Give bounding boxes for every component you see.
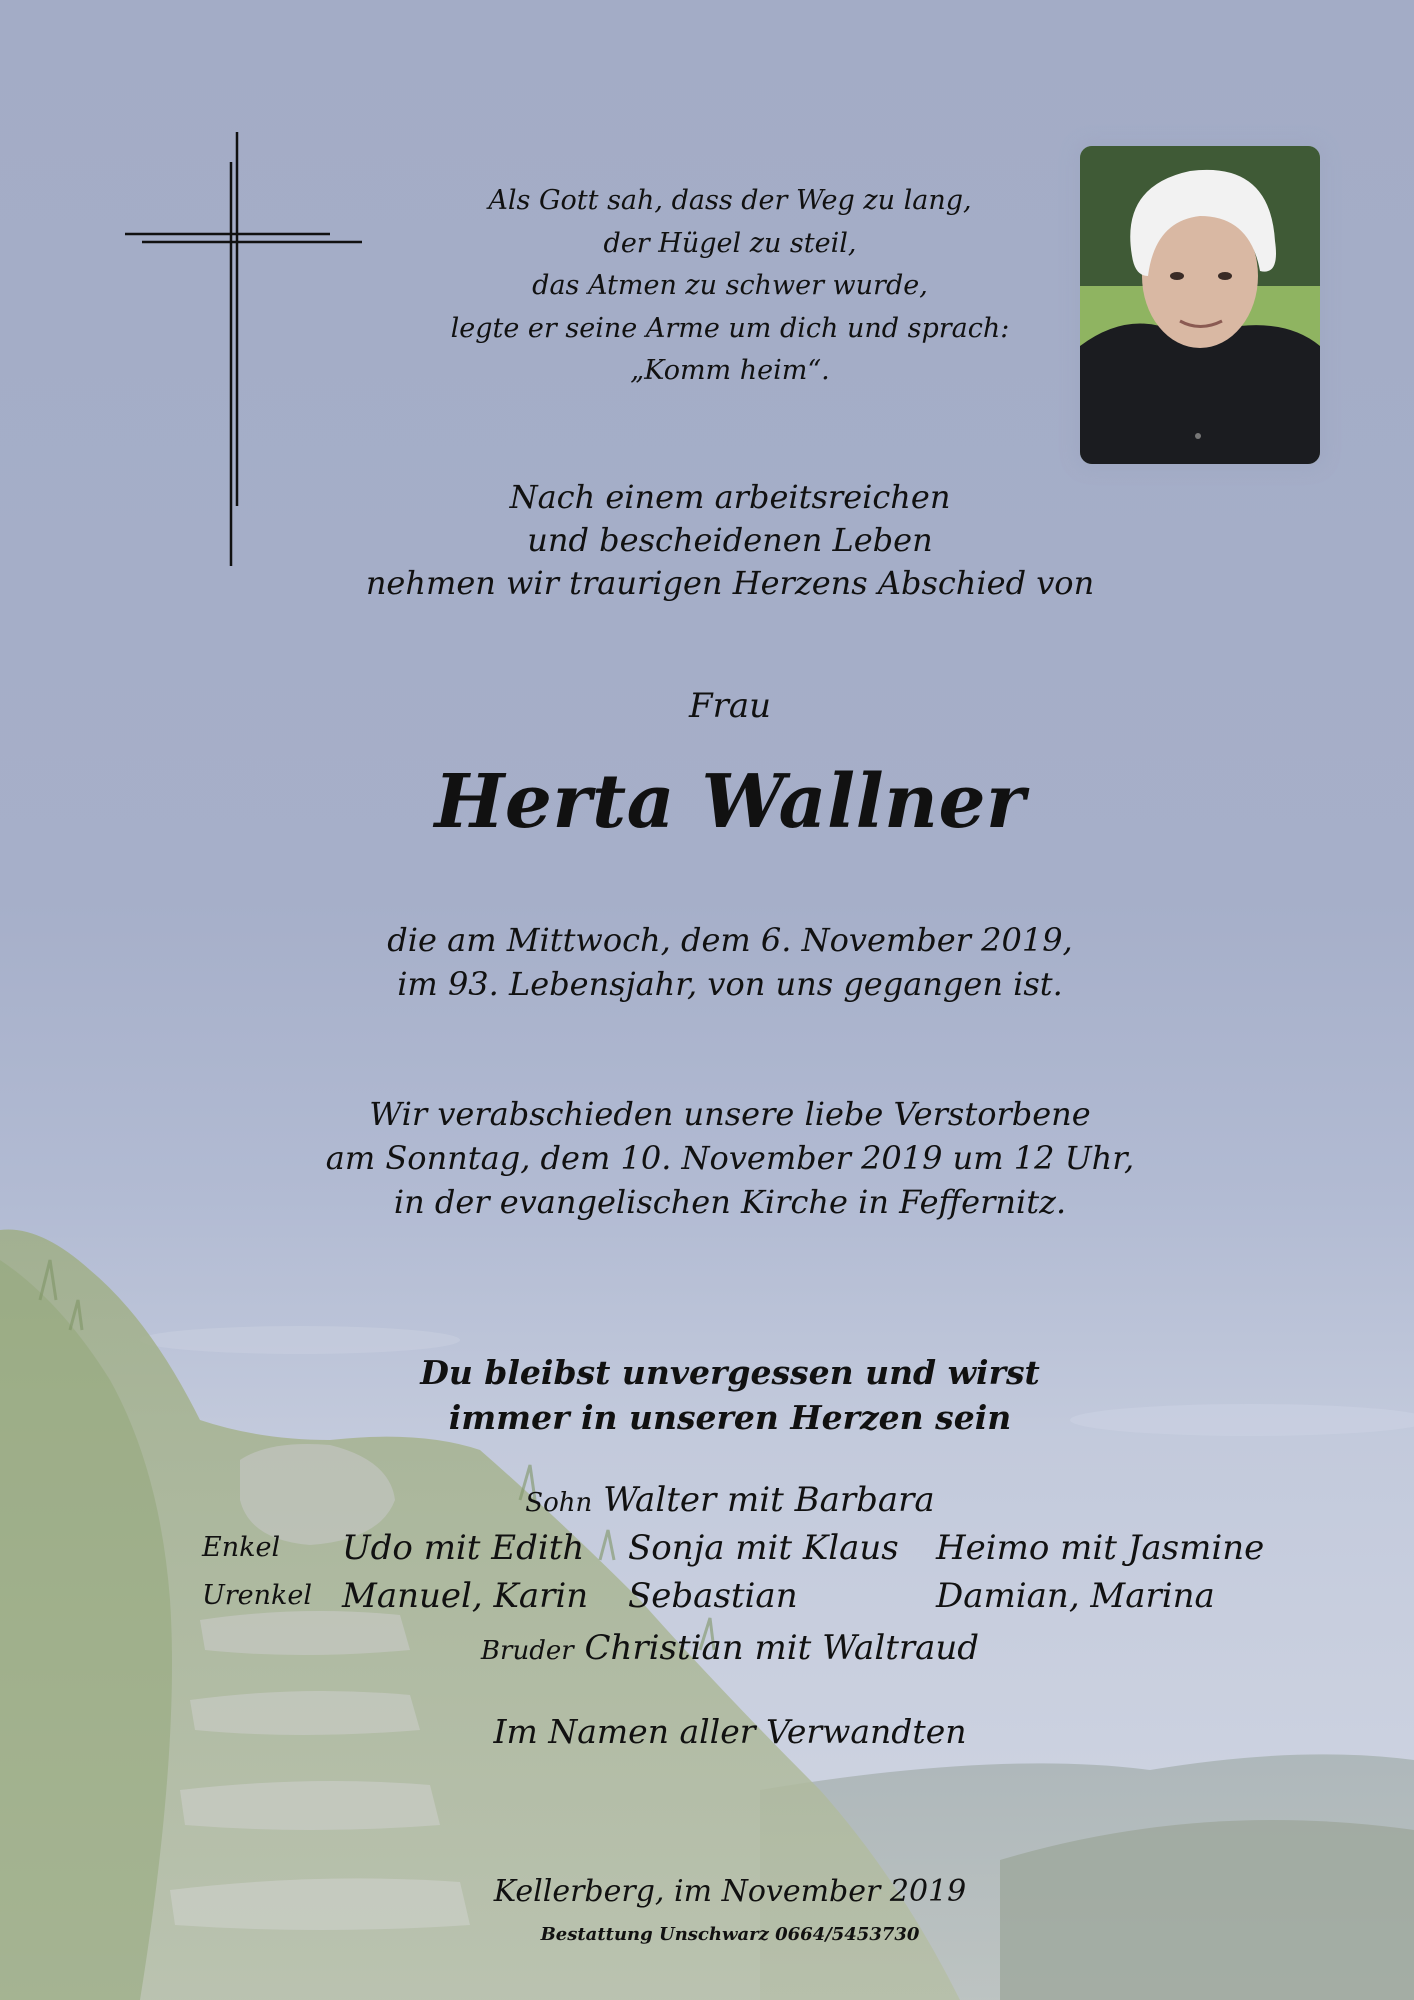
- service-line: in der evangelischen Kirche in Feffernitz.: [393, 1183, 1067, 1221]
- service-info: [300, 1092, 1160, 1224]
- family-brother: [300, 1626, 1160, 1673]
- death-line: die am Mittwoch, dem 6. November 2019,: [387, 921, 1073, 959]
- family-son: [300, 1478, 1160, 1525]
- undertaker-contact: Bestattung Unschwarz 0664/5453730: [540, 1924, 920, 1945]
- family-name: Walter mit Barbara: [603, 1480, 935, 1520]
- intro-line: Nach einem arbeitsreichen: [509, 478, 951, 516]
- poem-line: legte er seine Arme um dich und sprach:: [450, 312, 1010, 344]
- poem-line: Als Gott sah, dass der Weg zu lang,: [488, 185, 972, 216]
- family-label: Urenkel: [202, 1580, 313, 1611]
- place-date: Kellerberg, im November 2019: [493, 1874, 967, 1909]
- family-name: Udo mit Edith: [342, 1528, 585, 1568]
- family-name: Manuel, Karin: [342, 1576, 589, 1616]
- poem-line: „Komm heim“.: [630, 355, 830, 386]
- family-name: Christian mit Waltraud: [584, 1628, 980, 1668]
- death-line: im 93. Lebensjahr, von uns gegangen ist.: [397, 965, 1063, 1003]
- deceased-name: Herta Wallner: [434, 759, 1026, 845]
- poem-line: der Hügel zu steil,: [603, 227, 857, 259]
- family-label: Enkel: [202, 1532, 281, 1563]
- family-name: Heimo mit Jasmine: [936, 1528, 1265, 1568]
- intro-line: nehmen wir traurigen Herzens Abschied von: [365, 564, 1095, 602]
- remembrance-line: Du bleibst unvergessen und wirst: [420, 1353, 1040, 1392]
- family-name: Sebastian: [628, 1576, 798, 1616]
- remembrance-text: [300, 1350, 1160, 1440]
- death-notice: [300, 918, 1160, 1006]
- service-line: Wir verabschieden unsere liebe Verstorbene: [369, 1095, 1091, 1133]
- service-line: am Sonntag, dem 10. November 2019 um 12 Uhr,: [325, 1139, 1135, 1177]
- intro-text: [300, 476, 1160, 605]
- salutation: Frau: [688, 686, 771, 726]
- family-name: Damian, Marina: [936, 1576, 1215, 1616]
- poem-line: das Atmen zu schwer wurde,: [532, 270, 928, 301]
- family-label: Sohn: [525, 1488, 593, 1518]
- family-grandchildren: [0, 1526, 1414, 1570]
- remembrance-line: immer in unseren Herzen sein: [448, 1398, 1012, 1437]
- family-great-grandchildren: [0, 1574, 1414, 1618]
- family-label: Bruder: [480, 1636, 574, 1666]
- family-name: Sonja mit Klaus: [628, 1528, 899, 1568]
- intro-line: und bescheidenen Leben: [527, 521, 933, 559]
- poem: [300, 180, 1160, 393]
- signoff: Im Namen aller Verwandten: [493, 1712, 967, 1751]
